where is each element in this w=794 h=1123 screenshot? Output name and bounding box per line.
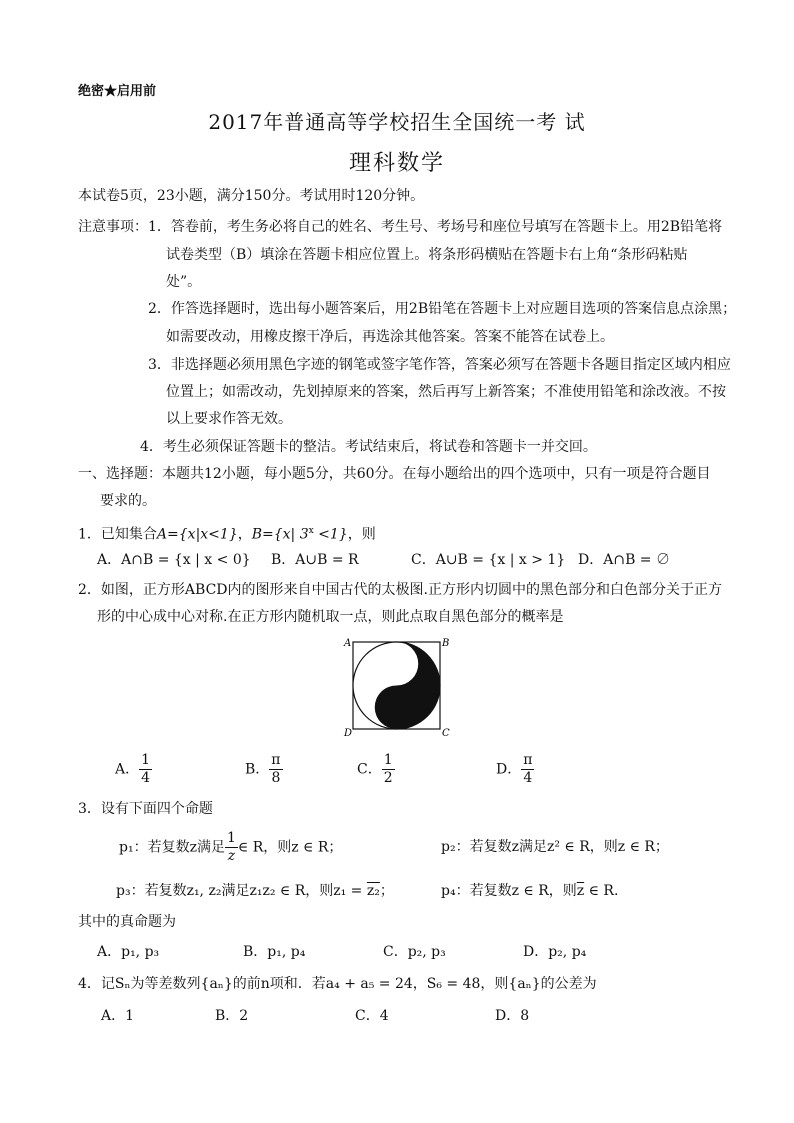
proposition-p2: p₂：若复数z满足z² ∈ R，则z ∈ R； <box>441 839 669 855</box>
q2-option-c-label: C． <box>357 761 382 778</box>
p1-condition: ∈ R，则z ∈ R； <box>237 839 343 856</box>
p1-text: p₁：若复数z满足 <box>119 839 225 856</box>
q2-option-b-denominator: 8 <box>271 770 281 786</box>
black-dot <box>392 702 402 712</box>
proposition-p3 <box>116 881 394 901</box>
q4-option-a[interactable]: A．1 <box>101 1008 135 1024</box>
question-3-stem: 3．设有下面四个命题 <box>78 801 213 817</box>
question-2-line-2: 形的中心成中心对称.在正方形内随机取一点，则此点取自黑色部分的概率是 <box>97 609 564 625</box>
p1-denominator: z <box>227 848 236 864</box>
notice-item-1-line-1: 1．答卷前，考生务必将自己的姓名、考生号、考场号和座位号填写在答题卡上。用2B铅笔将 <box>148 219 723 235</box>
confidential-mark: 绝密★启用前 <box>78 84 157 99</box>
q2-option-a-numerator: 1 <box>141 752 151 768</box>
notice-label: 注意事项： <box>78 219 148 235</box>
notice-item-2-line-1: 2．作答选择题时，选出每小题答案后，用2B铅笔在答题卡上对应题目选项的答案信息点涂黑； <box>148 301 737 317</box>
q1-stem-suffix: ，则 <box>347 526 376 543</box>
p3-conjugate: z₂ <box>366 883 380 899</box>
q1-option-c[interactable]: C．A∪B = {x | x > 1} <box>411 552 566 568</box>
vertex-a-label: A <box>344 638 352 649</box>
p1-numerator: 1 <box>226 830 236 846</box>
notice-item-3-line-1: 3．非选择题必须用黑色字迹的钢笔或签字笔作答，答案必须写在答题卡各题目指定区域内相应 <box>148 357 731 373</box>
q2-option-d[interactable] <box>496 752 534 787</box>
question-1-stem <box>78 521 376 545</box>
q2-option-b-label: B． <box>245 761 270 778</box>
intro-text: 本试卷5页，23小题，满分150分。考试用时120分钟。 <box>78 188 425 204</box>
q4-option-b[interactable]: B．2 <box>215 1008 249 1024</box>
proposition-p1 <box>119 830 342 865</box>
question-2-line-1: 2．如图，正方形ABCD内的图形来自中国古代的太极图.正方形内切圆中的黑色部分和白色部分关于正方 <box>78 582 722 598</box>
taiji-figure <box>338 632 458 740</box>
q1-stem-prefix: 1．已知集合 <box>78 526 157 543</box>
q1-set-b-end: <1} <box>313 526 348 543</box>
notice-item-1-line-3: 处”。 <box>166 274 202 290</box>
q3-option-a[interactable]: A．p₁, p₃ <box>97 944 160 960</box>
notice-item-3-line-3: 以上要求作答无效。 <box>166 411 292 427</box>
q2-option-c-fraction <box>382 752 395 787</box>
p3-end: ； <box>379 883 394 899</box>
q2-option-c-numerator: 1 <box>383 752 393 768</box>
q2-option-d-label: D． <box>496 761 522 778</box>
vertex-c-label: C <box>442 728 450 739</box>
q2-option-a-label: A． <box>115 761 140 778</box>
q2-option-a[interactable] <box>115 752 152 787</box>
q2-option-d-denominator: 4 <box>523 770 533 786</box>
q1-separator: ， <box>237 526 252 543</box>
q3-option-b[interactable]: B．p₁, p₄ <box>243 944 306 960</box>
p1-fraction <box>225 830 238 865</box>
q2-option-a-fraction <box>139 752 152 787</box>
q2-option-c-denominator: 2 <box>383 770 393 786</box>
vertex-b-label: B <box>442 638 450 649</box>
q4-option-d[interactable]: D．8 <box>495 1008 530 1024</box>
q1-set-b-exponent: x <box>308 526 314 536</box>
q2-option-d-numerator: π <box>523 752 533 768</box>
q3-option-d[interactable]: D．p₂, p₄ <box>523 944 587 960</box>
exam-subject: 理科数学 <box>348 151 445 176</box>
q2-option-b-fraction <box>269 752 282 787</box>
section-heading-line-1: 一、选择题：本题共12小题，每小题5分，共60分。在每小题给出的四个选项中，只有一项是符合题目 <box>78 466 711 482</box>
proposition-p4 <box>441 881 618 901</box>
p4-end: ∈ R. <box>584 883 619 899</box>
exam-title: 2017年普通高等学校招生全国统一考 试 <box>208 110 586 134</box>
q2-option-a-denominator: 4 <box>141 770 151 786</box>
notice-item-2-line-2: 如需要改动，用橡皮擦干净后，再选涂其他答案。答案不能答在试卷上。 <box>166 329 614 345</box>
notice-item-4: 4．考生必须保证答题卡的整洁。考试结束后，将试卷和答题卡一并交回。 <box>140 439 597 455</box>
q1-set-a: A={x|x<1} <box>156 526 238 543</box>
p3-text: p₃：若复数z₁, z₂满足z₁z₂ ∈ R，则z₁ = <box>116 883 367 899</box>
q3-true-label: 其中的真命题为 <box>78 914 176 930</box>
vertex-d-label: D <box>344 728 353 739</box>
section-heading-line-2: 要求的。 <box>100 493 156 509</box>
notice-item-3-line-2: 位置上；如需改动，先划掉原来的答案，然后再写上新答案；不准使用铅笔和涂改液。不按 <box>166 384 726 400</box>
taiji-diagram <box>338 632 458 740</box>
q3-option-c[interactable]: C．p₂, p₃ <box>383 944 446 960</box>
p4-conjugate: $\overline{z}$ <box>576 883 585 899</box>
q4-option-c[interactable]: C．4 <box>355 1008 389 1024</box>
q2-option-c[interactable] <box>357 752 395 787</box>
notice-item-1-line-2: 试卷类型（B）填涂在答题卡相应位置上。将条形码横贴在答题卡右上角“条形码粘贴 <box>166 247 688 263</box>
question-4-stem: 4．记Sₙ为等差数列{aₙ}的前n项和．若a₄ + a₅ = 24，S₆ = 48，则{aₙ}的公差为 <box>78 976 597 992</box>
q1-option-b[interactable]: B．A∪B = R <box>271 552 359 568</box>
q2-option-b[interactable] <box>245 752 283 787</box>
q1-option-a[interactable]: A．A∩B = {x | x < 0} <box>97 552 251 568</box>
q2-option-b-numerator: π <box>271 752 281 768</box>
q1-set-b: B={x| 3 <box>251 526 309 543</box>
q1-option-d[interactable]: D．A∩B = ∅ <box>578 552 670 568</box>
white-dot <box>392 659 402 669</box>
q2-option-d-fraction <box>521 752 534 787</box>
p4-text: p₄：若复数z ∈ R，则 <box>441 883 577 899</box>
